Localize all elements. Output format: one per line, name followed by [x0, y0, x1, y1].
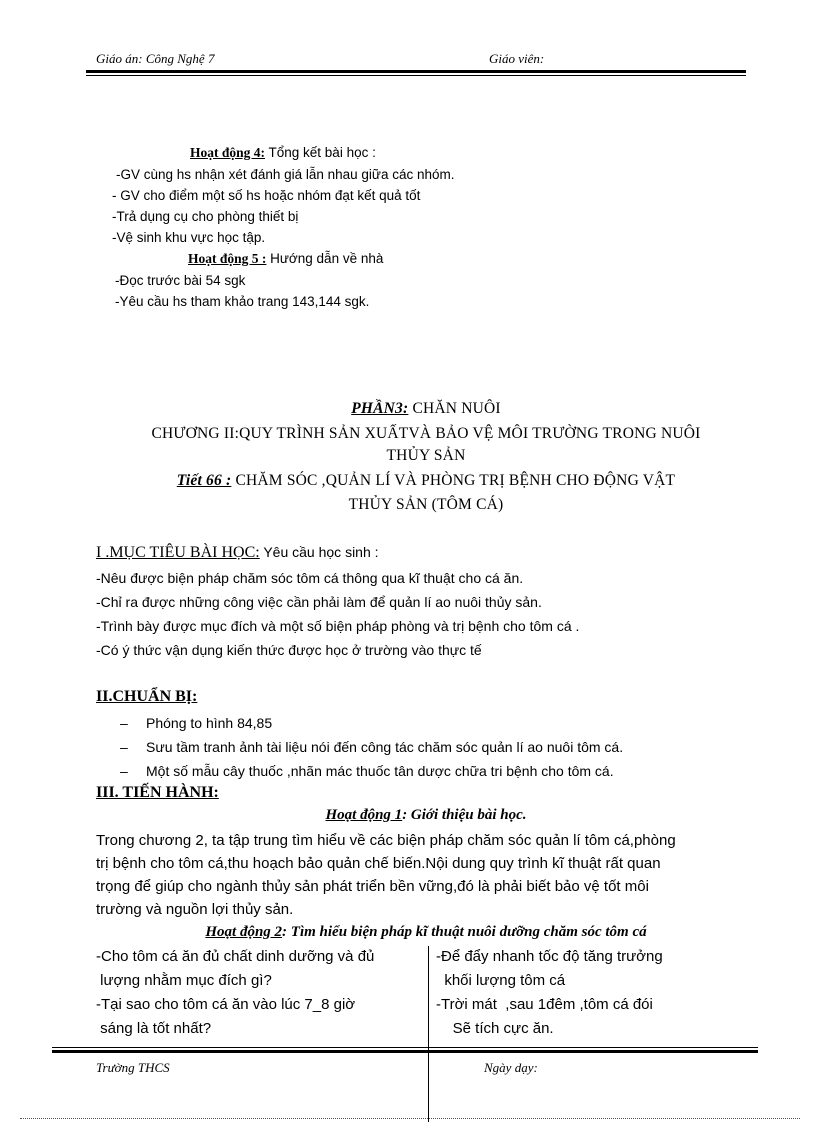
hd4-item: -Vệ sinh khu vực học tập.: [112, 230, 266, 245]
intro-line: trọng để giúp cho ngành thủy sản phát triển bền vững,đó là phải biết bảo vệ tốt môi: [96, 878, 649, 895]
hd4-item: - GV cho điểm một số hs hoặc nhóm đạt kết quả tốt: [112, 188, 421, 203]
left-col-line: sáng là tốt nhất?: [96, 1020, 212, 1037]
section1-heading-line: [96, 544, 379, 562]
tiet-line-1: [86, 472, 766, 490]
hd4-item: -Trả dụng cụ cho phòng thiết bị: [112, 209, 299, 224]
hd1-label: Hoạt động 1: [325, 807, 403, 823]
hd4-line: [190, 145, 376, 161]
footer-rule-thin: [52, 1047, 758, 1048]
hd1-text: : Giới thiệu bài học.: [402, 807, 527, 823]
section3-heading: III. TIẾN HÀNH:: [96, 784, 219, 801]
section1-item: -Trình bày được mục đích và một số biện pháp phòng và trị bệnh cho tôm cá .: [96, 618, 580, 634]
header-rule: [86, 70, 746, 73]
section1-intro: Yêu cầu học sinh :: [259, 544, 379, 560]
hd5-label: Hoạt động 5 :: [188, 251, 267, 266]
section2-item: – Sưu tầm tranh ảnh tài liệu nói đến công tác chăm sóc quản lí ao nuôi tôm cá.: [120, 739, 624, 755]
hd5-item: -Yêu cầu hs tham khảo trang 143,144 sgk.: [115, 294, 370, 309]
section2-item-text: Phóng to hình 84,85: [146, 715, 273, 731]
section2-item-text: Sưu tầm tranh ảnh tài liệu nói đến công tác chăm sóc quản lí ao nuôi tôm cá.: [146, 739, 624, 755]
hd5-line: [188, 251, 383, 267]
intro-line: trị bệnh cho tôm cá,thu hoạch bảo quản chế biến.Nội dung quy trình kĩ thuật rất quan: [96, 855, 661, 872]
tiet-label: Tiết 66 :: [176, 472, 232, 489]
left-col-line: -Cho tôm cá ăn đủ chất dinh dưỡng và đủ: [96, 948, 375, 965]
right-col-line: -Trời mát ,sau 1đêm ,tôm cá đói: [436, 996, 653, 1013]
header-left: Giáo án: Công Nghệ 7: [96, 51, 215, 66]
section2-item-text: Một số mẫu cây thuốc ,nhãn mác thuốc tân dược chữa tri bệnh cho tôm cá.: [146, 763, 614, 779]
section1-item: -Có ý thức vận dụng kiến thức được học ở trường vào thực tế: [96, 642, 482, 658]
intro-line: trường và nguồn lợi thủy sản.: [96, 901, 294, 918]
section1-item: -Nêu được biện pháp chăm sóc tôm cá thông qua kĩ thuật cho cá ăn.: [96, 570, 524, 586]
footer-right: Ngày dạy:: [484, 1060, 538, 1075]
hd4-label: Hoạt động 4:: [190, 145, 266, 160]
section2-heading: II.CHUẨN BỊ:: [96, 688, 198, 705]
section1-item: -Chỉ ra được những công việc cần phải làm để quản lí ao nuôi thủy sản.: [96, 594, 542, 610]
header-right: Giáo viên:: [489, 51, 545, 66]
hd2-line: [86, 924, 766, 941]
hd2-label: Hoạt động 2: [205, 924, 283, 940]
hd4-text: Tổng kết bài học :: [265, 145, 376, 160]
section2-item: – Một số mẫu cây thuốc ,nhãn mác thuốc tân dược chữa tri bệnh cho tôm cá.: [120, 763, 614, 779]
column-divider: [428, 946, 429, 1122]
chapter-line-2: THỦY SẢN: [386, 447, 466, 464]
right-col-line: khối lượng tôm cá: [436, 972, 566, 989]
header-rule-thin: [86, 75, 746, 76]
hd2-text: : Tìm hiểu biện pháp kĩ thuật nuôi dưỡng chăm sóc tôm cá: [282, 924, 647, 940]
chapter-line-1: CHƯƠNG II:QUY TRÌNH SẢN XUẤTVÀ BẢO VỆ MÔI TRƯỜNG TRONG NUÔI: [151, 425, 701, 442]
right-col-line: Sẽ tích cực ăn.: [436, 1020, 554, 1037]
left-col-line: -Tại sao cho tôm cá ăn vào lúc 7_8 giờ: [96, 996, 356, 1013]
tiet-text: CHĂM SÓC ,QUẢN LÍ VÀ PHÒNG TRỊ BỆNH CHO ĐỘNG VẬT: [231, 472, 676, 489]
hd4-item: -GV cùng hs nhận xét đánh giá lẫn nhau giữa các nhóm.: [116, 167, 455, 182]
intro-line: Trong chương 2, ta tập trung tìm hiểu về các biện pháp chăm sóc quản lí tôm cá,phòng: [96, 832, 676, 849]
footer-left: Trường THCS: [96, 1060, 170, 1075]
left-col-line: lượng nhằm mục đích gì?: [96, 972, 272, 989]
footer-rule: [52, 1050, 758, 1053]
hd1-line: [86, 807, 766, 824]
section2-item: – Phóng to hình 84,85: [120, 715, 273, 731]
part-label: PHẦN3:: [351, 400, 409, 417]
part-text: CHĂN NUÔI: [408, 400, 501, 417]
hd5-item: -Đọc trước bài 54 sgk: [115, 273, 246, 288]
tiet-line-2: THỦY SẢN (TÔM CÁ): [348, 496, 504, 513]
right-col-line: -Để đẩy nhanh tốc độ tăng trưởng: [436, 948, 663, 965]
section1-heading: I .MỤC TIÊU BÀI HỌC:: [96, 544, 260, 561]
page-bottom-edge: [20, 1118, 800, 1119]
hd5-text: Hướng dẫn về nhà: [266, 251, 384, 266]
part-title: [86, 400, 766, 418]
